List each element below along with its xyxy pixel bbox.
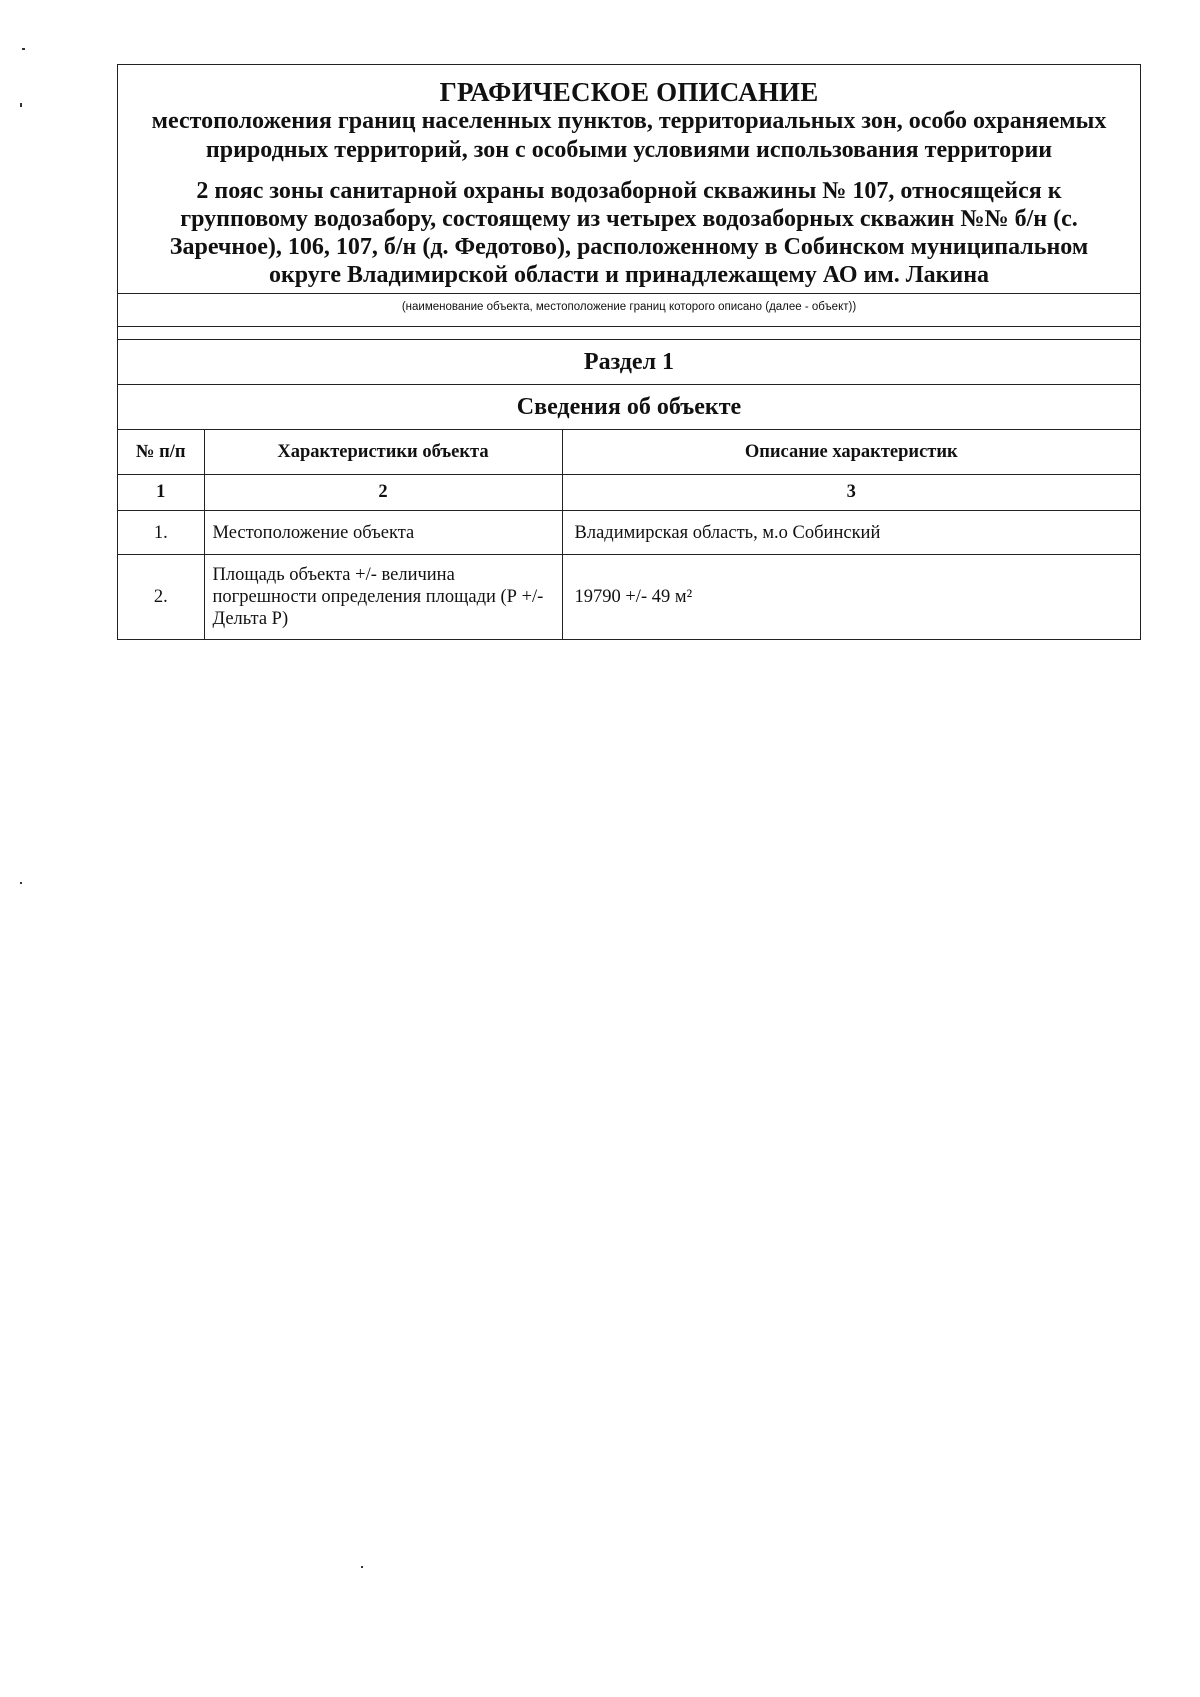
scan-speck [22,48,25,50]
section-label: Раздел 1 [118,339,1140,384]
scan-speck [361,1566,363,1568]
column-number-row [118,475,1140,511]
row-description: 19790 +/- 49 м² [562,555,1140,639]
column-number: 2 [204,475,562,511]
column-number: 3 [562,475,1140,511]
row-index: 2. [118,555,204,639]
table-row [118,555,1140,639]
document-title: ГРАФИЧЕСКОЕ ОПИСАНИЕ [439,77,819,107]
row-index: 1. [118,511,204,555]
table-header-row [118,430,1140,475]
table-row [118,511,1140,555]
scan-speck [20,103,22,107]
scan-speck [20,882,22,884]
column-header-characteristics: Характеристики объекта [204,430,562,475]
document-header [118,65,1140,293]
column-header-number: № п/п [118,430,204,475]
column-header-description: Описание характеристик [562,430,1140,475]
object-name: 2 пояс зоны санитарной охраны водозаборной скважины № 107, относящейся к групповому водозабору, состоящему из четырех водозаборных скважин №№ б/н (с. Заречное), 106, 107, б/н (д. Федотово), расположенному в Собинском муниципальном округе Владимирской области и принадлежащему АО им. Лакина [169,178,1089,288]
section-heading: Сведения об объекте [118,384,1140,429]
document-subtitle: местоположения границ населенных пунктов, территориальных зон, особо охраняемых природных территорий, зон с особыми условиями использования территории [151,108,1107,163]
row-description: Владимирская область, м.о Собинский [562,511,1140,555]
row-characteristic: Площадь объекта +/- величина погрешности определения площади (Р +/- Дельта Р) [204,555,562,639]
object-caption: (наименование объекта, местоположение границ которого описано (далее - объект)) [118,293,1140,327]
object-info-table [118,429,1140,639]
row-characteristic: Местоположение объекта [204,511,562,555]
document-frame [117,64,1141,640]
column-number: 1 [118,475,204,511]
